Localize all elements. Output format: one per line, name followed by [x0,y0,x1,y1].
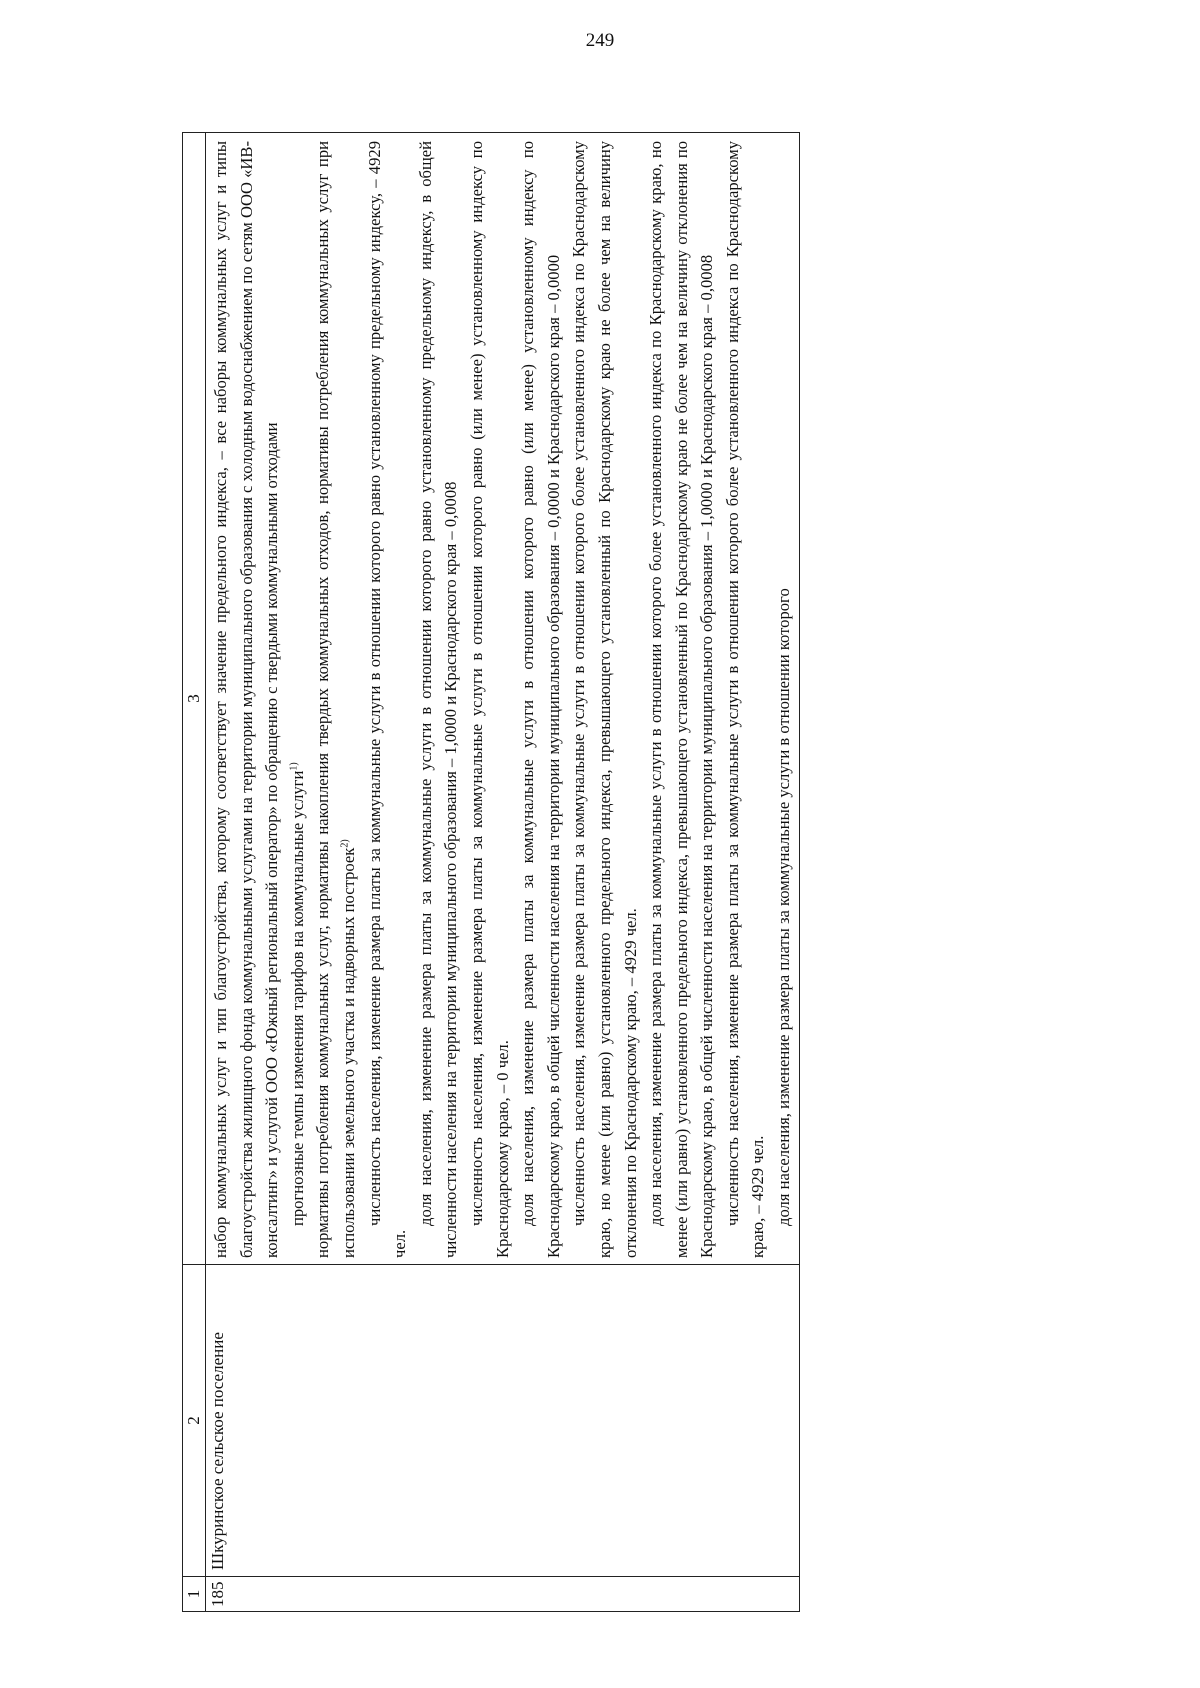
paragraph: численность населения, изменение размера платы за коммунальные услуги в отношении которого более установленного индекса по Краснодарскому краю, но менее (или равно) установленного предельного индекса, превышающего установленный по Краснодарскому краю не более чем на величину отклонения по Краснодарскому краю, – 4929 чел. [569,141,640,1258]
paragraph: набор коммунальных услуг и тип благоустройства, которому соответствует значение предельного индекса, – все наборы коммунальных услуг и типы благоустройства жилищного фонда коммунальными услугами на территории муниципального образования с холодным водоснабжением по сетям ООО «ИВ-консалтинг» и услугой ООО «Южный региональный оператор» по обращению с твердыми коммунальными отходами [211,141,282,1258]
paragraph: доля населения, изменение размера платы за коммунальные услуги в отношении которого равно установленному предельному индексу, в общей численности населения на территории муниципального образования – 1,0000 и Краснодарского края – 0,0008 [415,141,461,1258]
header-cell-2: 2 [183,1265,206,1577]
paragraph: прогнозные темпы изменения тарифов на коммунальные услуги$^{1)}$ [287,762,307,1226]
rotated-table-wrapper [182,132,1112,1612]
row-number: 185 [206,1577,800,1612]
header-cell-3: 3 [183,133,206,1265]
paragraph: доля населения, изменение размера платы за коммунальные услуги в отношении которого равно (или менее) установленному индексу по Краснодарскому краю, в общей численности населения на территории муниципального образования – 0,0000 и Краснодарского края – 0,0000 [518,141,563,1258]
table-row [206,133,800,1612]
paragraph: доля населения, изменение размера платы за коммунальные услуги в отношении которого более установленного индекса по Краснодарскому краю, но менее (или равно) установленного предельного индекса, превышающего установленный по Краснодарскому краю не более чем на величину отклонения по Краснодарскому краю, в общей численности населения на территории муниципального образования – 1,0000 и Краснодарского края – 0,0008 [646,141,717,1258]
paragraph: доля населения, изменение размера платы за коммунальные услуги в отношении которого [774,588,794,1226]
header-cell-1: 1 [183,1577,206,1612]
footnote-mark: 1) [288,762,300,771]
settlement-name: Шкуринское сельское поселение [206,1265,800,1577]
header-row [183,133,206,1612]
data-table [182,132,800,1612]
footnote-mark: 2) [339,839,351,848]
page-number: 249 [585,30,615,51]
paragraph: численность населения, изменение размера платы за коммунальные услуги в отношении которого равно (или менее) установленному индексу по Краснодарскому краю, – 0 чел. [466,141,512,1258]
paragraph: численность населения, изменение размера платы за коммунальные услуги в отношении которого равно установленному предельному индексу, – 4929 чел. [364,141,410,1258]
paragraph: нормативы потребления коммунальных услуг, нормативы накопления твердых коммунальных отходов, нормативы потребления коммунальных услуг при использовании земельного участка и надворных построек$^{2)}$ [313,141,358,1258]
paragraph: численность населения, изменение размера платы за коммунальные услуги в отношении которого более установленного индекса по Краснодарскому краю, – 4929 чел. [722,141,768,1258]
description-cell [206,133,800,1265]
